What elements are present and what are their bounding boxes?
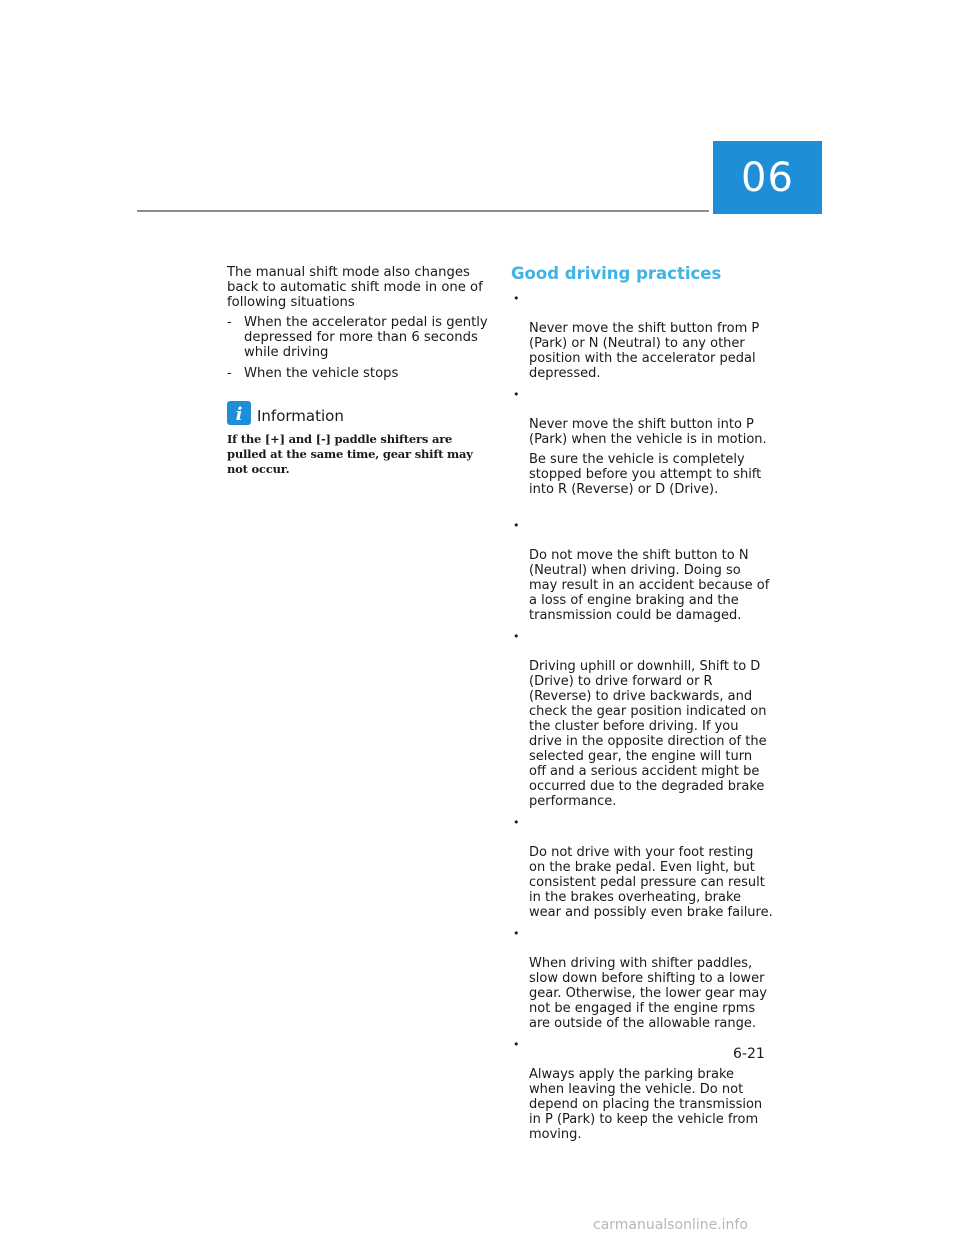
list-item-text: Always apply the parking brake when leaving the vehicle. Do not depend on placing the transmission in P (Park) to keep the vehicle from moving. bbox=[529, 1067, 763, 1142]
list-item-text: When driving with shifter paddles, slow down before shifting to a lower gear. Otherwise, the lower gear may not be engaged if the engine rpms are outside of the allowable range. bbox=[529, 956, 767, 1031]
list-item bbox=[227, 366, 489, 381]
list-item-text: Do not drive with your foot resting on the brake pedal. Even light, but consistent pedal pressure can result in the brakes overheating, brake wear and possibly even brake failure. bbox=[529, 845, 773, 920]
list-item bbox=[227, 315, 489, 360]
bullet-marker: • bbox=[513, 630, 520, 643]
list-item bbox=[511, 518, 773, 623]
list-item-subtext: Be sure the vehicle is completely stopped before you attempt to shift into R (Reverse) or D (Drive). bbox=[529, 452, 762, 497]
list-item bbox=[511, 629, 773, 809]
left-column bbox=[227, 265, 489, 477]
list-item-text: Never move the shift button from P (Park) or N (Neutral) to any other position with the accelerator pedal depressed. bbox=[529, 321, 760, 381]
header-divider bbox=[137, 210, 709, 212]
intro-paragraph: The manual shift mode also changes back to automatic shift mode in one of following situations bbox=[227, 265, 483, 310]
section-heading: Good driving practices bbox=[511, 264, 722, 283]
information-title: Information bbox=[257, 407, 344, 425]
dash-marker: - bbox=[227, 366, 232, 381]
watermark: carmanualsonline.info bbox=[593, 1217, 748, 1233]
info-glyph: i bbox=[235, 404, 243, 425]
list-item bbox=[511, 815, 773, 920]
list-item bbox=[511, 387, 773, 512]
bullet-marker: • bbox=[513, 519, 520, 532]
list-item-text: When the vehicle stops bbox=[244, 366, 399, 381]
information-text: If the [+] and [-] paddle shifters are pulled at the same time, gear shift may not occur. bbox=[227, 432, 473, 476]
list-item-text: Never move the shift button into P (Park) when the vehicle is in motion. bbox=[529, 417, 767, 447]
page-number: 6-21 bbox=[733, 1046, 765, 1062]
bullet-marker: • bbox=[513, 927, 520, 940]
chapter-tab bbox=[713, 141, 822, 214]
list-item bbox=[511, 291, 773, 381]
info-icon bbox=[227, 401, 251, 425]
chapter-number: 06 bbox=[741, 154, 794, 201]
situation-list bbox=[227, 315, 489, 381]
dash-marker: - bbox=[227, 315, 232, 330]
list-item bbox=[511, 926, 773, 1031]
list-item-text: Do not move the shift button to N (Neutral) when driving. Doing so may result in an accident because of a loss of engine braking and the transmission could be damaged. bbox=[529, 548, 770, 623]
list-item-text: Driving uphill or downhill, Shift to D (Drive) to drive forward or R (Reverse) to drive backwards, and check the gear position indicated on the cluster before driving. If you drive in the opposite direction of the selected gear, the engine will turn off and a serious accident might be occurred due to the degraded brake performance. bbox=[529, 659, 767, 809]
bullet-marker: • bbox=[513, 816, 520, 829]
driving-practices-list bbox=[511, 291, 773, 1142]
right-column bbox=[511, 264, 773, 1148]
bullet-marker: • bbox=[513, 292, 520, 305]
bullet-marker: • bbox=[513, 1038, 520, 1051]
information-box bbox=[227, 401, 489, 477]
bullet-marker: • bbox=[513, 388, 520, 401]
list-item-text: When the accelerator pedal is gently depressed for more than 6 seconds while driving bbox=[244, 315, 488, 360]
information-heading bbox=[227, 401, 489, 425]
